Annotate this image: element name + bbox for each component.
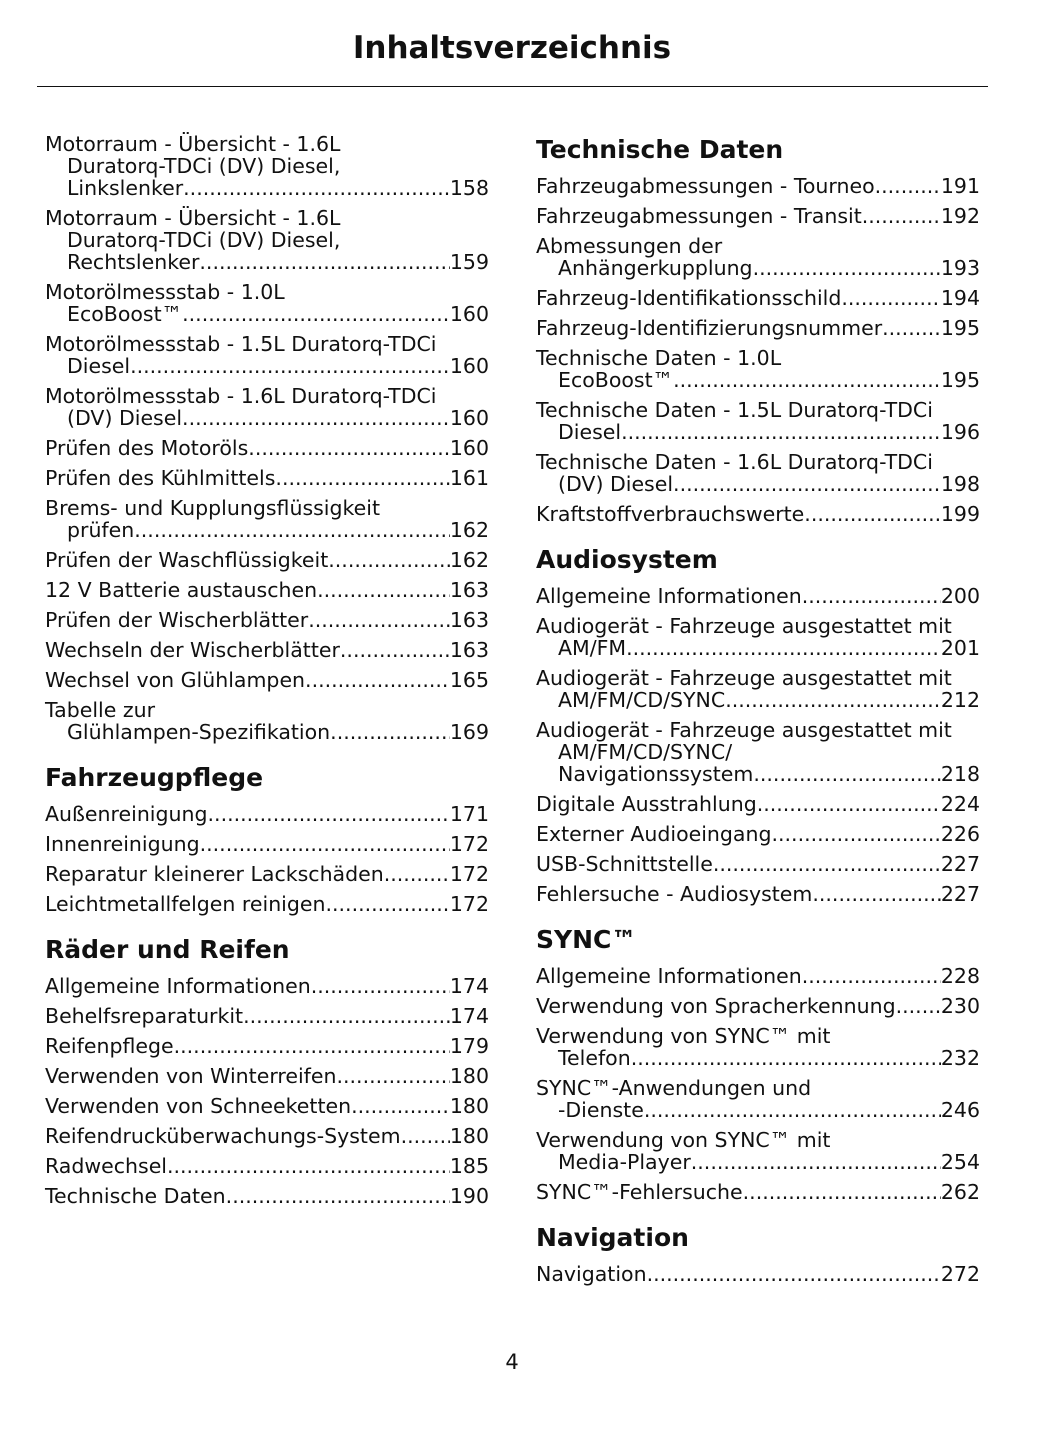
toc-entry-text: Verwendung von SYNC™ mit — [536, 1128, 831, 1152]
toc-entry[interactable] — [536, 1025, 980, 1069]
toc-entry[interactable] — [536, 347, 980, 391]
toc-entry[interactable] — [45, 669, 489, 691]
dot-leader — [753, 257, 941, 279]
toc-page-number: 160 — [449, 436, 489, 460]
toc-page-number: 198 — [940, 472, 980, 496]
toc-page-number: 232 — [940, 1046, 980, 1070]
toc-page-number: 160 — [449, 302, 489, 326]
toc-entry[interactable] — [45, 579, 489, 601]
toc-entry-text: Media-Player — [558, 1150, 691, 1174]
toc-entry-text: Radwechsel — [45, 1154, 167, 1178]
dot-leader — [713, 853, 941, 875]
toc-entry-text: AM/FM — [558, 636, 627, 660]
dot-leader — [326, 893, 450, 915]
toc-entry[interactable] — [536, 175, 980, 197]
toc-entry-text: Anhängerkupplung — [558, 256, 753, 280]
dot-leader — [621, 421, 941, 443]
page-number: 4 — [505, 1350, 519, 1374]
dot-leader — [130, 355, 450, 377]
toc-entry-text: Prüfen der Waschflüssigkeit — [45, 548, 329, 572]
dot-leader — [401, 1125, 450, 1147]
toc-section — [536, 543, 980, 905]
dot-leader — [183, 177, 450, 199]
dot-leader — [248, 437, 450, 459]
toc-entry-text: Verwendung von SYNC™ mit — [536, 1024, 831, 1048]
toc-right-column — [536, 133, 980, 1303]
toc-entry[interactable] — [536, 853, 980, 875]
title-divider — [37, 86, 988, 87]
toc-entry-text: Verwendung von Spracherkennung — [536, 994, 896, 1018]
toc-entry-text: Prüfen der Wischerblätter — [45, 608, 309, 632]
dot-leader — [631, 1047, 941, 1069]
toc-entry[interactable] — [45, 549, 489, 571]
dot-leader — [757, 793, 941, 815]
dot-leader — [875, 175, 941, 197]
toc-page-number: 180 — [449, 1094, 489, 1118]
toc-entry[interactable] — [536, 1263, 980, 1285]
toc-section — [45, 933, 489, 1207]
dot-leader — [199, 251, 449, 273]
toc-entry-text: Innenreinigung — [45, 832, 200, 856]
toc-entry-text: Motorraum - Übersicht - 1.6L — [45, 132, 341, 156]
toc-entry[interactable] — [45, 1065, 489, 1087]
dot-leader — [673, 369, 941, 391]
dot-leader — [644, 1099, 941, 1121]
toc-section — [45, 761, 489, 915]
toc-entry-text: Linkslenker — [67, 176, 184, 200]
toc-page-number: 195 — [940, 316, 980, 340]
section-heading: Navigation — [536, 1223, 689, 1252]
toc-entry[interactable] — [536, 1077, 980, 1121]
toc-entry-text: Motorölmessstab - 1.5L Duratorq-TDCi — [45, 332, 437, 356]
toc-entry[interactable] — [45, 1035, 489, 1057]
toc-page-number: 174 — [449, 1004, 489, 1028]
toc-entry-text: Motorölmessstab - 1.6L Duratorq-TDCi — [45, 384, 437, 408]
toc-entry[interactable] — [45, 385, 489, 429]
toc-entry-text: Reparatur kleinerer Lackschäden — [45, 862, 384, 886]
toc-page-number: 180 — [449, 1124, 489, 1148]
dot-leader — [841, 287, 941, 309]
toc-entry-text: Diesel — [67, 354, 131, 378]
toc-entry-text: Technische Daten — [45, 1184, 226, 1208]
toc-entry-text: Allgemeine Informationen — [45, 974, 311, 998]
toc-entry-text: Audiogerät - Fahrzeuge ausgestattet mit — [536, 718, 952, 742]
toc-page-number: 162 — [449, 548, 489, 572]
toc-page-number: 174 — [449, 974, 489, 998]
toc-entry-text: Fahrzeug-Identifikationsschild — [536, 286, 842, 310]
toc-page-number: 227 — [940, 852, 980, 876]
section-heading: SYNC™ — [536, 925, 637, 954]
toc-entry-text: (DV) Diesel — [67, 406, 183, 430]
toc-entry[interactable] — [45, 207, 489, 273]
dot-leader — [882, 317, 941, 339]
toc-section — [536, 923, 980, 1203]
toc-entry-text: Telefon — [558, 1046, 631, 1070]
dot-leader — [691, 1151, 941, 1173]
toc-entry-text: Kraftstoffverbrauchswerte — [536, 502, 805, 526]
toc-entry-text: EcoBoost™ — [67, 302, 183, 326]
toc-entry-text: Motorraum - Übersicht - 1.6L — [45, 206, 341, 230]
toc-entry-text: Digitale Ausstrahlung — [536, 792, 757, 816]
toc-entry-text: Fahrzeug-Identifizierungsnummer — [536, 316, 883, 340]
toc-entry-text: Audiogerät - Fahrzeuge ausgestattet mit — [536, 666, 952, 690]
toc-entry-text: Reifendrucküberwachungs-System — [45, 1124, 401, 1148]
dot-leader — [753, 763, 940, 785]
toc-page-number: 193 — [940, 256, 980, 280]
toc-section-continued — [45, 133, 489, 743]
toc-entry-text: Diesel — [558, 420, 622, 444]
toc-page-number: 179 — [449, 1034, 489, 1058]
toc-entry-text: Außenreinigung — [45, 802, 208, 826]
toc-entry-text: SYNC™-Anwendungen und — [536, 1076, 812, 1100]
toc-entry-text: Duratorq-TDCi (DV) Diesel, — [67, 228, 341, 252]
toc-page-number: 191 — [940, 174, 980, 198]
toc-page-number: 226 — [940, 822, 980, 846]
toc-entry-text: Navigationssystem — [558, 762, 754, 786]
toc-entry-text: Technische Daten - 1.0L — [536, 346, 782, 370]
toc-entry[interactable] — [536, 1181, 980, 1203]
toc-entry[interactable] — [536, 883, 980, 905]
section-heading: Räder und Reifen — [45, 935, 290, 964]
dot-leader — [134, 519, 450, 541]
toc-page-number: 162 — [449, 518, 489, 542]
dot-leader — [896, 995, 941, 1017]
toc-entry-text: 12 V Batterie austauschen — [45, 578, 318, 602]
dot-leader — [243, 1005, 450, 1027]
toc-page-number: 230 — [940, 994, 980, 1018]
dot-leader — [275, 467, 449, 489]
toc-entry[interactable] — [536, 205, 980, 227]
toc-page-number: 272 — [940, 1262, 980, 1286]
section-heading: Technische Daten — [536, 135, 784, 164]
toc-entry-text: Brems- und Kupplungsflüssigkeit — [45, 496, 381, 520]
toc-page-number: 163 — [449, 638, 489, 662]
toc-entry-text: Allgemeine Informationen — [536, 964, 802, 988]
toc-entry[interactable] — [45, 1095, 489, 1117]
toc-page-number: 262 — [940, 1180, 980, 1204]
toc-entry-text: Technische Daten - 1.5L Duratorq-TDCi — [536, 398, 933, 422]
dot-leader — [725, 689, 941, 711]
toc-page-number: 192 — [940, 204, 980, 228]
toc-entry-text: Wechsel von Glühlampen — [45, 668, 306, 692]
toc-entry-text: (DV) Diesel — [558, 472, 674, 496]
toc-section — [536, 1221, 980, 1285]
toc-page-number: 172 — [449, 892, 489, 916]
toc-entry[interactable] — [536, 451, 980, 495]
toc-entry[interactable] — [45, 133, 489, 199]
dot-leader — [351, 1095, 450, 1117]
toc-entry[interactable] — [45, 893, 489, 915]
toc-entry-text: Rechtslenker — [67, 250, 200, 274]
dot-leader — [743, 1181, 941, 1203]
toc-entry-text: Duratorq-TDCi (DV) Diesel, — [67, 154, 341, 178]
toc-entry-text: Leichtmetallfelgen reinigen — [45, 892, 326, 916]
dot-leader — [328, 549, 450, 571]
toc-entry-text: Technische Daten - 1.6L Duratorq-TDCi — [536, 450, 933, 474]
toc-page-number: 158 — [449, 176, 489, 200]
toc-entry[interactable] — [536, 1129, 980, 1173]
toc-entry-text: Navigation — [536, 1262, 647, 1286]
dot-leader — [330, 721, 450, 743]
toc-entry[interactable] — [536, 399, 980, 443]
toc-entry[interactable] — [45, 833, 489, 855]
toc-entry[interactable] — [536, 667, 980, 711]
dot-leader — [174, 1035, 450, 1057]
dot-leader — [812, 883, 940, 905]
toc-page-number: 165 — [449, 668, 489, 692]
page-title: Inhaltsverzeichnis — [352, 30, 672, 66]
toc-entry[interactable] — [536, 823, 980, 845]
dot-leader — [182, 407, 450, 429]
toc-page-number: 172 — [449, 832, 489, 856]
toc-entry-text: prüfen — [67, 518, 135, 542]
toc-entry-text: Verwenden von Winterreifen — [45, 1064, 337, 1088]
toc-entry-text: SYNC™-Fehlersuche — [536, 1180, 743, 1204]
toc-page-number: 159 — [449, 250, 489, 274]
toc-page-number: 163 — [449, 608, 489, 632]
toc-page-number: 254 — [940, 1150, 980, 1174]
dot-leader — [308, 609, 450, 631]
dot-leader — [167, 1155, 450, 1177]
toc-page-number: 185 — [449, 1154, 489, 1178]
toc-entry-text: Allgemeine Informationen — [536, 584, 802, 608]
toc-page-number: 190 — [449, 1184, 489, 1208]
toc-entry-text: EcoBoost™ — [558, 368, 674, 392]
toc-page-number: 218 — [940, 762, 980, 786]
toc-entry[interactable] — [536, 287, 980, 309]
toc-entry-text: Prüfen des Kühlmittels — [45, 466, 276, 490]
toc-page-number: 199 — [940, 502, 980, 526]
toc-entry-text: Wechseln der Wischerblätter — [45, 638, 340, 662]
dot-leader — [208, 803, 450, 825]
toc-entry[interactable] — [45, 437, 489, 459]
toc-page-number: 163 — [449, 578, 489, 602]
toc-entry[interactable] — [536, 995, 980, 1017]
toc-entry-text: Abmessungen der — [536, 234, 723, 258]
toc-entry-text: Fehlersuche - Audiosystem — [536, 882, 813, 906]
toc-page-number: 227 — [940, 882, 980, 906]
toc-entry-text: Audiogerät - Fahrzeuge ausgestattet mit — [536, 614, 952, 638]
toc-entry[interactable] — [45, 863, 489, 885]
toc-page-number: 224 — [940, 792, 980, 816]
toc-page-number: 194 — [940, 286, 980, 310]
dot-leader — [200, 833, 450, 855]
dot-leader — [673, 473, 941, 495]
toc-page-number: 228 — [940, 964, 980, 988]
dot-leader — [226, 1185, 450, 1207]
dot-leader — [340, 639, 450, 661]
toc-page-number: 160 — [449, 354, 489, 378]
toc-entry[interactable] — [45, 975, 489, 997]
dot-leader — [182, 303, 450, 325]
toc-entry[interactable] — [536, 719, 980, 785]
toc-entry[interactable] — [45, 1185, 489, 1207]
toc-page-number: 212 — [940, 688, 980, 712]
toc-page-number: 200 — [940, 584, 980, 608]
dot-leader — [626, 637, 941, 659]
dot-leader — [384, 863, 450, 885]
toc-entry[interactable] — [536, 585, 980, 607]
toc-entry-text: Externer Audioeingang — [536, 822, 772, 846]
dot-leader — [317, 579, 450, 601]
toc-page-number: 169 — [449, 720, 489, 744]
toc-entry[interactable] — [45, 1005, 489, 1027]
toc-section — [536, 133, 980, 525]
toc-page-number: 172 — [449, 862, 489, 886]
toc-entry[interactable] — [45, 1155, 489, 1177]
toc-entry[interactable] — [536, 615, 980, 659]
dot-leader — [305, 669, 450, 691]
toc-page-number: 180 — [449, 1064, 489, 1088]
toc-entry[interactable] — [536, 503, 980, 525]
toc-entry-text: Behelfsreparaturkit — [45, 1004, 244, 1028]
toc-entry[interactable] — [45, 803, 489, 825]
toc-entry-text: AM/FM/CD/SYNC/ — [558, 740, 733, 764]
toc-entry[interactable] — [536, 793, 980, 815]
toc-page-number: 201 — [940, 636, 980, 660]
section-heading: Audiosystem — [536, 545, 718, 574]
toc-page-number: 171 — [449, 802, 489, 826]
toc-entry-text: -Dienste — [558, 1098, 644, 1122]
toc-entry[interactable] — [45, 699, 489, 743]
dot-leader — [647, 1263, 941, 1285]
toc-entry[interactable] — [45, 281, 489, 325]
toc-entry-text: Fahrzeugabmessungen - Tourneo — [536, 174, 875, 198]
toc-entry-text: USB-Schnittstelle — [536, 852, 713, 876]
toc-entry-text: Motorölmessstab - 1.0L — [45, 280, 285, 304]
toc-entry[interactable] — [45, 333, 489, 377]
toc-entry[interactable] — [45, 497, 489, 541]
toc-entry[interactable] — [536, 235, 980, 279]
toc-entry[interactable] — [45, 639, 489, 661]
toc-entry[interactable] — [45, 609, 489, 631]
toc-entry-text: Fahrzeugabmessungen - Transit — [536, 204, 862, 228]
toc-entry-text: Tabelle zur — [45, 698, 156, 722]
toc-entry-text: AM/FM/CD/SYNC — [558, 688, 726, 712]
toc-left-column — [45, 133, 489, 1225]
toc-page-number: 160 — [449, 406, 489, 430]
toc-entry-text: Reifenpflege — [45, 1034, 174, 1058]
toc-entry[interactable] — [536, 965, 980, 987]
toc-page-number: 246 — [940, 1098, 980, 1122]
dot-leader — [802, 585, 941, 607]
toc-page-number: 161 — [449, 466, 489, 490]
toc-entry[interactable] — [45, 467, 489, 489]
toc-entry-text: Prüfen des Motoröls — [45, 436, 249, 460]
toc-page-number: 196 — [940, 420, 980, 444]
section-heading: Fahrzeugpflege — [45, 763, 264, 792]
toc-entry[interactable] — [45, 1125, 489, 1147]
dot-leader — [804, 503, 941, 525]
toc-entry-text: Verwenden von Schneeketten — [45, 1094, 352, 1118]
dot-leader — [772, 823, 941, 845]
toc-entry[interactable] — [536, 317, 980, 339]
dot-leader — [862, 205, 941, 227]
toc-page-number: 195 — [940, 368, 980, 392]
toc-entry-text: Glühlampen-Spezifikation — [67, 720, 331, 744]
dot-leader — [311, 975, 450, 997]
dot-leader — [337, 1065, 450, 1087]
dot-leader — [802, 965, 941, 987]
